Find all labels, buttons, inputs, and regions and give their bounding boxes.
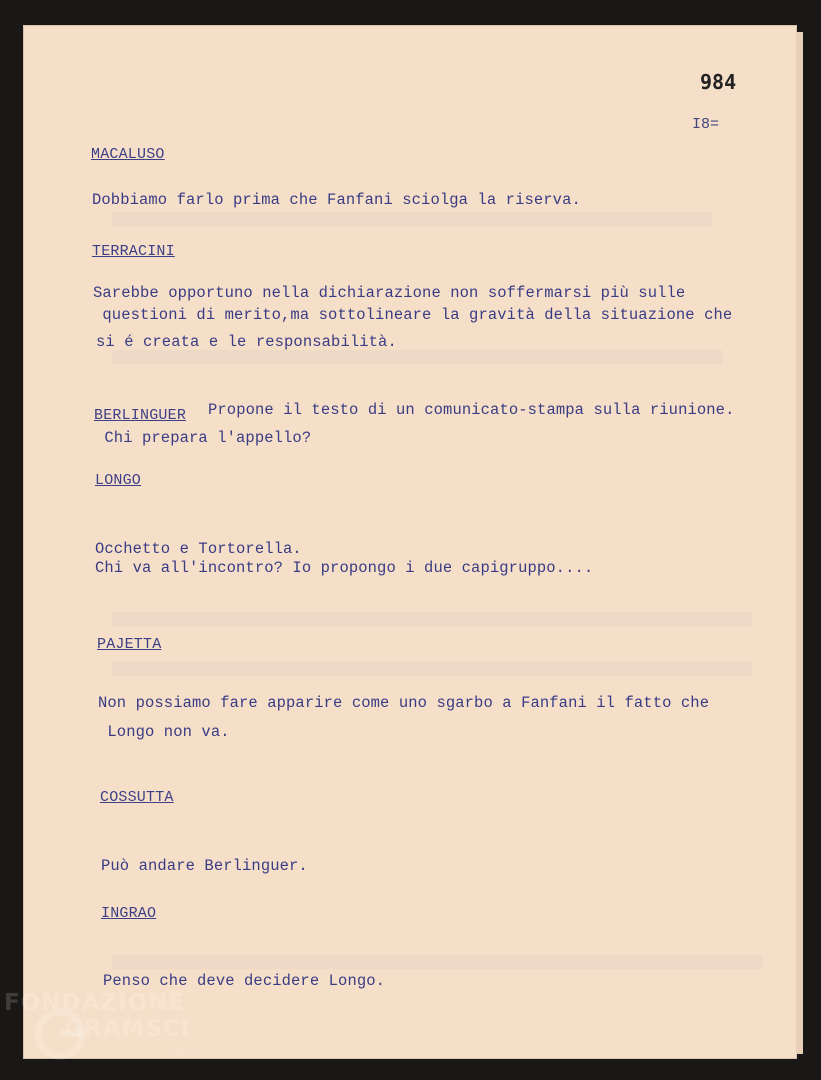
watermark-line1: FONDAZIONE (4, 990, 186, 1016)
speaker-longo: LONGO (95, 472, 142, 489)
speech-line: Chi va all'incontro? Io propongo i due capigruppo.... (95, 559, 594, 577)
speaker-cossutta: COSSUTTA (100, 789, 174, 806)
speaker-terracini: TERRACINI (92, 243, 175, 260)
watermark-line2: GRAMSCI (64, 1016, 191, 1042)
speech-line: Può andare Berlinguer. (101, 857, 308, 875)
watermark-onlus: ONLUS (170, 1048, 198, 1057)
speech-line: si é creata e le responsabilità. (96, 333, 397, 351)
speech-line-inline: Propone il testo di un comunicato-stampa sulla riunione. (208, 401, 735, 419)
speech-line: Sarebbe opportuno nella dichiarazione non soffermarsi più sulle (93, 284, 686, 302)
speaker-ingrao: INGRAO (101, 905, 157, 922)
speaker-macaluso: MACALUSO (91, 146, 165, 163)
speaker-berlinguer: BERLINGUER (94, 407, 187, 424)
speaker-pajetta: PAJETTA (97, 636, 162, 653)
speech-line: Longo non va. (98, 723, 230, 741)
subpage-number: I8= (692, 116, 720, 133)
bleed-through (112, 955, 762, 969)
speech-line: Chi prepara l'appello? (95, 429, 312, 447)
fondazione-gramsci-watermark (4, 990, 204, 1070)
page-edge-strip (796, 32, 803, 1054)
speech-line: Occhetto e Tortorella. (95, 540, 302, 558)
bleed-through (112, 350, 722, 364)
bleed-through (112, 212, 712, 226)
speech-line: Non possiamo fare apparire come uno sgarbo a Fanfani il fatto che (98, 694, 710, 712)
page-number: 984 (700, 70, 737, 94)
bleed-through (112, 662, 752, 676)
bleed-through (112, 612, 752, 626)
speech-line: Dobbiamo farlo prima che Fanfani sciolga la riserva. (92, 191, 581, 209)
speech-line: questioni di merito,ma sottolineare la gravità della situazione che (93, 306, 733, 324)
speech-line: Penso che deve decidere Longo. (103, 972, 386, 990)
